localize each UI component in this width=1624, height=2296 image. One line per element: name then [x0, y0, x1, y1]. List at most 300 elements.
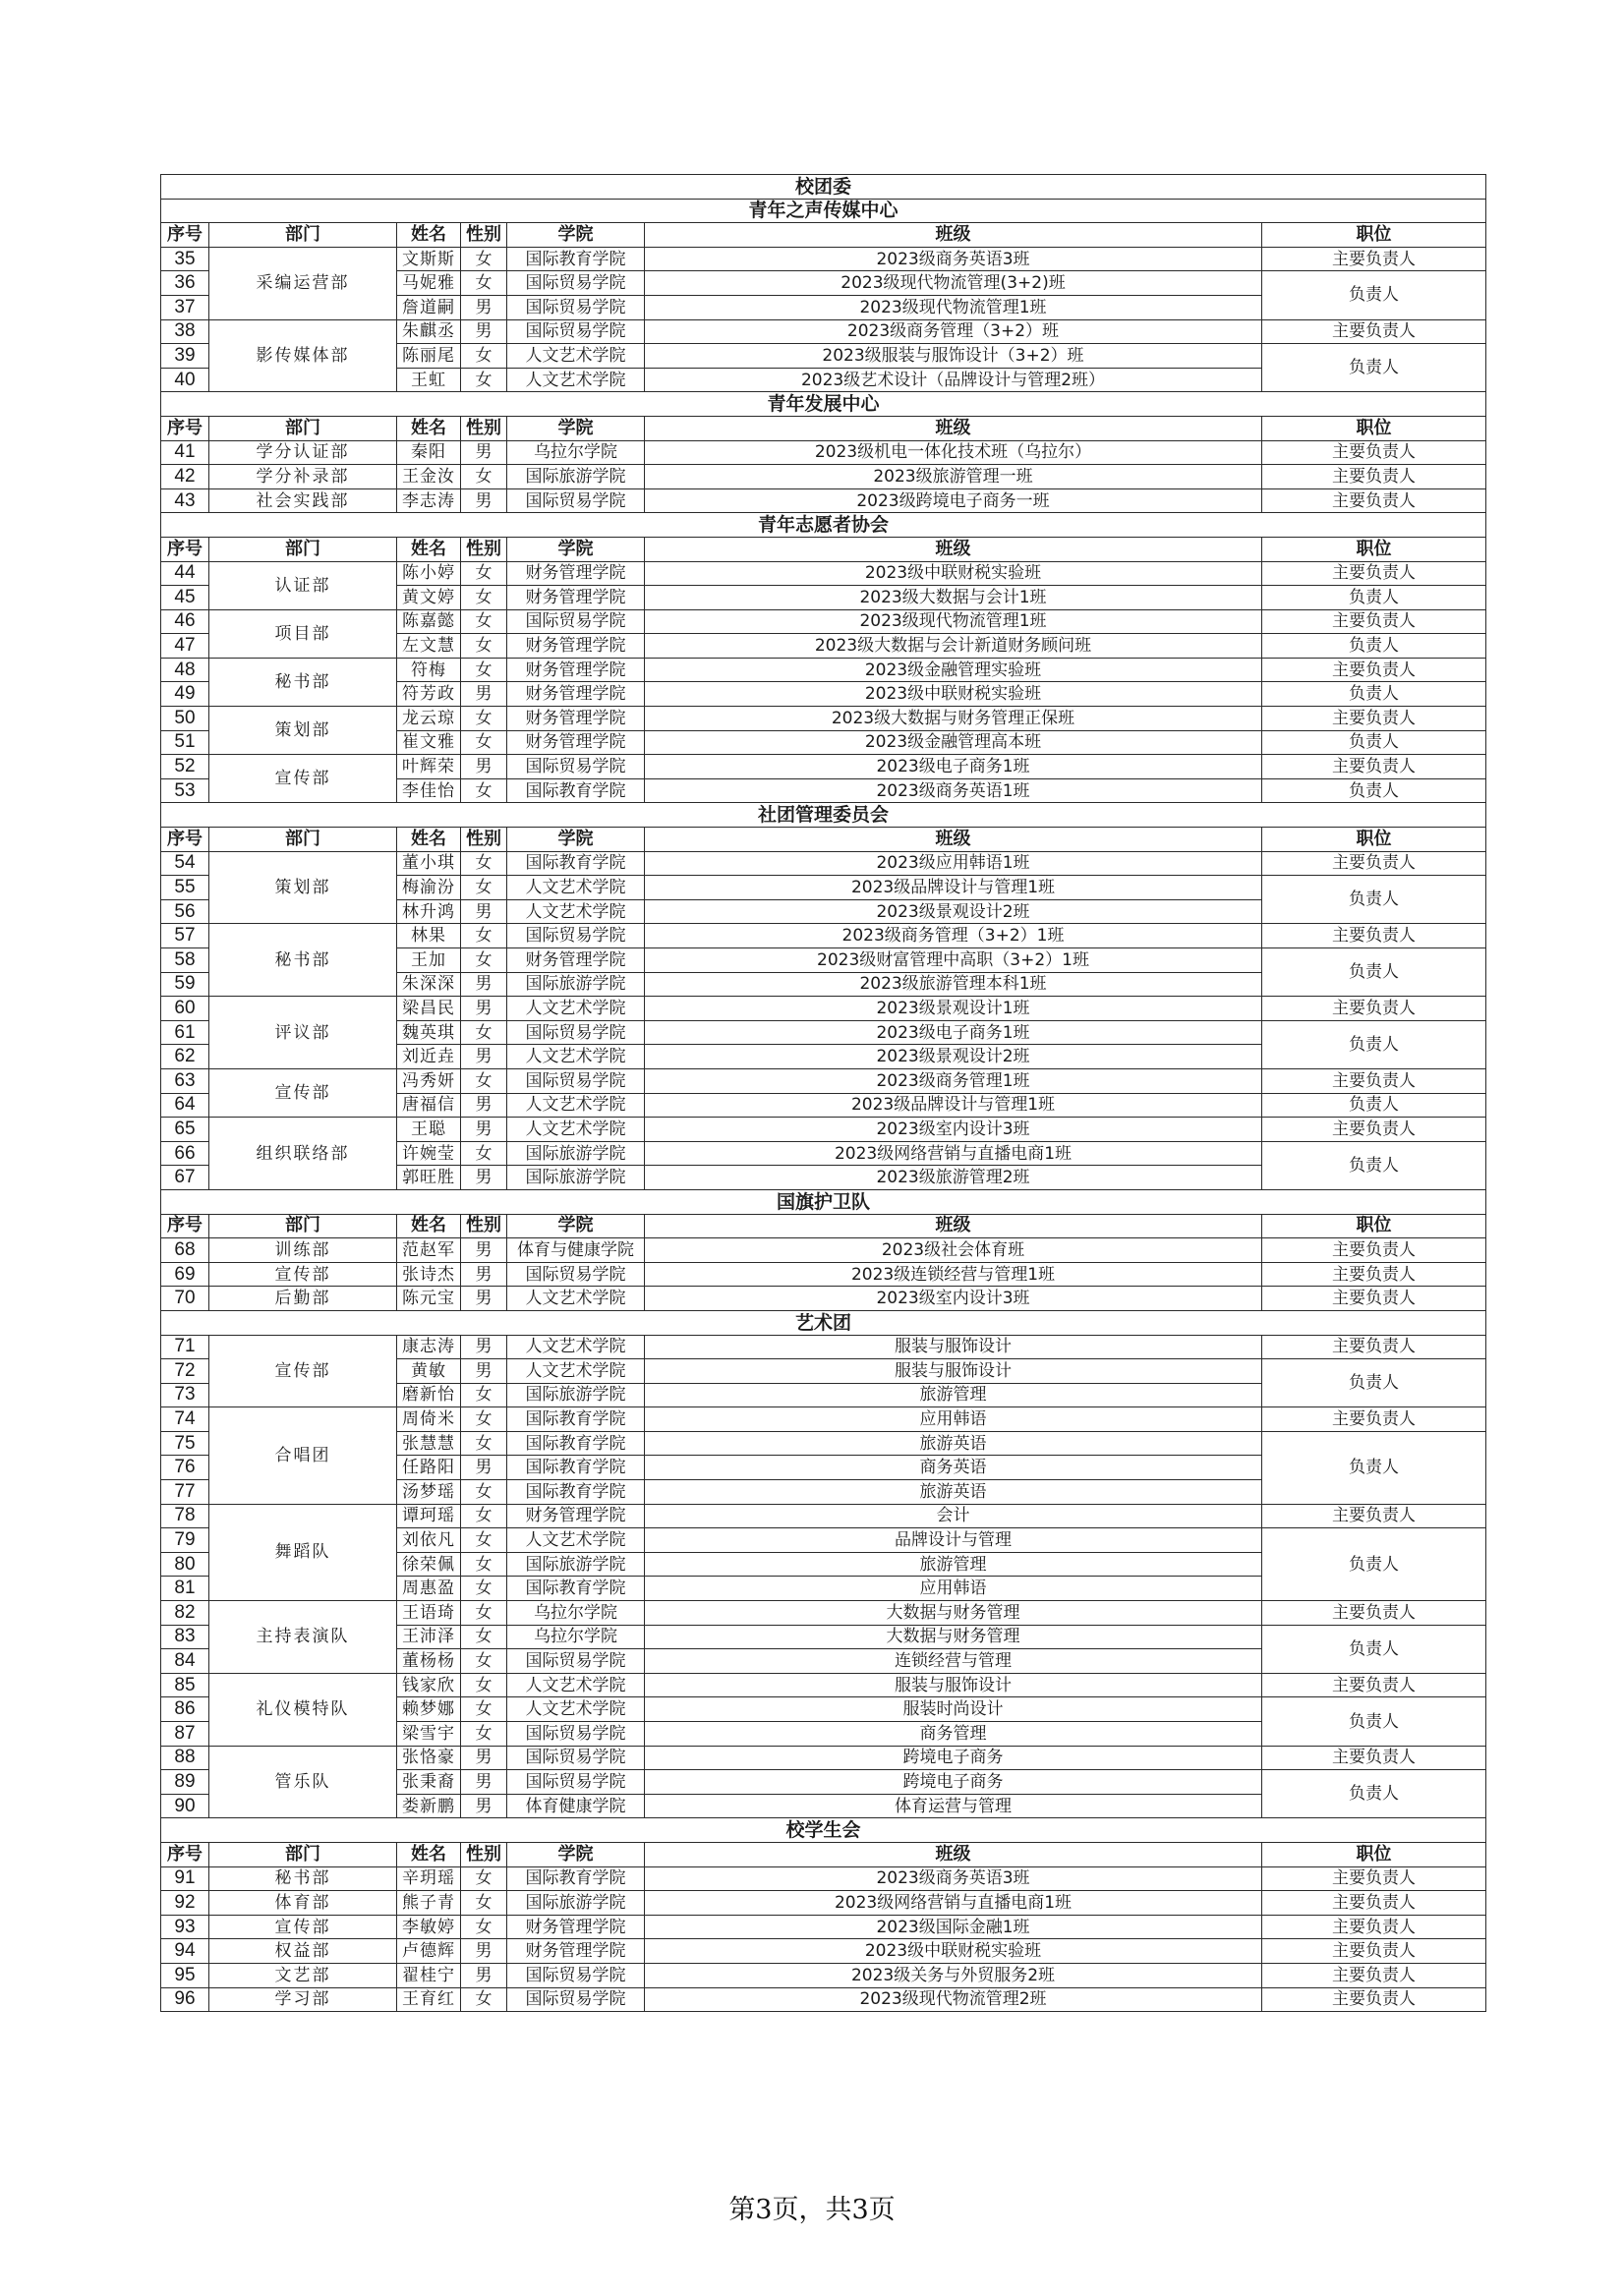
- gender-cell: 女: [461, 344, 507, 369]
- role-cell: 负责人: [1262, 1020, 1486, 1068]
- table-row: [161, 1262, 1486, 1287]
- row-number: 38: [161, 319, 209, 344]
- department-cell: 宣传部: [209, 1262, 397, 1287]
- name-cell: 王金汝: [397, 465, 461, 489]
- name-cell: 康志涛: [397, 1335, 461, 1359]
- department-cell: 组织联络部: [209, 1118, 397, 1190]
- class-cell: 2023级财富管理中高职（3+2）1班: [645, 948, 1262, 973]
- row-number: 95: [161, 1963, 209, 1987]
- gender-cell: 女: [461, 247, 507, 271]
- row-number: 47: [161, 634, 209, 659]
- role-cell: 负责人: [1262, 1093, 1486, 1118]
- role-cell: 负责人: [1262, 778, 1486, 803]
- table-row: [161, 1939, 1486, 1964]
- class-cell: 2023级商务管理1班: [645, 1068, 1262, 1093]
- class-cell: 2023级商务英语3班: [645, 1866, 1262, 1891]
- role-cell: 主要负责人: [1262, 1987, 1486, 2012]
- row-number: 55: [161, 876, 209, 900]
- row-number: 84: [161, 1649, 209, 1674]
- row-number: 63: [161, 1068, 209, 1093]
- row-number: 73: [161, 1383, 209, 1407]
- gender-cell: 男: [461, 1456, 507, 1480]
- row-number: 51: [161, 730, 209, 755]
- role-cell: 主要负责人: [1262, 1915, 1486, 1939]
- name-cell: 林果: [397, 924, 461, 948]
- table-row: [161, 561, 1486, 586]
- column-header-row: [161, 1842, 1486, 1866]
- row-number: 82: [161, 1601, 209, 1626]
- role-cell: 主要负责人: [1262, 755, 1486, 779]
- row-number: 59: [161, 972, 209, 997]
- department-cell: 认证部: [209, 561, 397, 609]
- name-cell: 龙云琼: [397, 707, 461, 731]
- name-cell: 陈元宝: [397, 1287, 461, 1311]
- department-cell: 学习部: [209, 1987, 397, 2012]
- department-cell: 宣传部: [209, 1335, 397, 1407]
- row-number: 60: [161, 997, 209, 1021]
- role-cell: 负责人: [1262, 1431, 1486, 1504]
- department-cell: 体育部: [209, 1891, 397, 1916]
- role-cell: 主要负责人: [1262, 1335, 1486, 1359]
- table-row: [161, 1238, 1486, 1263]
- row-number: 91: [161, 1866, 209, 1891]
- role-cell: 负责人: [1262, 634, 1486, 659]
- college-cell: 乌拉尔学院: [507, 440, 645, 465]
- name-cell: 赖梦娜: [397, 1697, 461, 1722]
- row-number: 64: [161, 1093, 209, 1118]
- class-cell: 2023级关务与外贸服务2班: [645, 1963, 1262, 1987]
- college-cell: 国际贸易学院: [507, 1963, 645, 1987]
- table-row: [161, 924, 1486, 948]
- name-cell: 黄文婷: [397, 586, 461, 610]
- table-row: [161, 1504, 1486, 1528]
- class-cell: 2023级大数据与财务管理正保班: [645, 707, 1262, 731]
- college-cell: 财务管理学院: [507, 1915, 645, 1939]
- row-number: 48: [161, 658, 209, 682]
- role-cell: 主要负责人: [1262, 1287, 1486, 1311]
- column-header: 学院: [507, 828, 645, 852]
- class-cell: 旅游管理: [645, 1383, 1262, 1407]
- role-cell: 负责人: [1262, 1359, 1486, 1407]
- table-row: [161, 658, 1486, 682]
- gender-cell: 女: [461, 1915, 507, 1939]
- role-cell: 主要负责人: [1262, 1504, 1486, 1528]
- college-cell: 财务管理学院: [507, 1939, 645, 1964]
- column-header: 学院: [507, 223, 645, 248]
- department-cell: 学分认证部: [209, 440, 397, 465]
- gender-cell: 女: [461, 924, 507, 948]
- section-title: 国旗护卫队: [161, 1189, 1486, 1214]
- row-number: 72: [161, 1359, 209, 1384]
- gender-cell: 女: [461, 1866, 507, 1891]
- name-cell: 朱深深: [397, 972, 461, 997]
- column-header: 姓名: [397, 223, 461, 248]
- column-header: 部门: [209, 828, 397, 852]
- table-row: [161, 997, 1486, 1021]
- class-cell: 2023级社会体育班: [645, 1238, 1262, 1263]
- role-cell: 负责人: [1262, 876, 1486, 924]
- class-cell: 会计: [645, 1504, 1262, 1528]
- row-number: 96: [161, 1987, 209, 2012]
- college-cell: 体育与健康学院: [507, 1238, 645, 1263]
- college-cell: 国际贸易学院: [507, 1987, 645, 2012]
- gender-cell: 女: [461, 1697, 507, 1722]
- name-cell: 梁雪宇: [397, 1722, 461, 1747]
- class-cell: 2023级服装与服饰设计（3+2）班: [645, 344, 1262, 369]
- name-cell: 王语琦: [397, 1601, 461, 1626]
- name-cell: 梁昌民: [397, 997, 461, 1021]
- table-row: [161, 1335, 1486, 1359]
- gender-cell: 女: [461, 1649, 507, 1674]
- column-header-row: [161, 223, 1486, 248]
- class-cell: 旅游英语: [645, 1480, 1262, 1505]
- college-cell: 国际贸易学院: [507, 755, 645, 779]
- class-cell: 大数据与财务管理: [645, 1625, 1262, 1649]
- table-row: [161, 707, 1486, 731]
- row-number: 50: [161, 707, 209, 731]
- column-header: 班级: [645, 223, 1262, 248]
- role-cell: 负责人: [1262, 1141, 1486, 1189]
- gender-cell: 男: [461, 1238, 507, 1263]
- name-cell: 张恪豪: [397, 1746, 461, 1770]
- section-title: 艺术团: [161, 1310, 1486, 1335]
- department-cell: 宣传部: [209, 1068, 397, 1117]
- column-header: 班级: [645, 537, 1262, 561]
- row-number: 71: [161, 1335, 209, 1359]
- section-title-row: [161, 199, 1486, 223]
- department-cell: 秘书部: [209, 658, 397, 706]
- class-cell: 品牌设计与管理: [645, 1528, 1262, 1553]
- row-number: 53: [161, 778, 209, 803]
- gender-cell: 女: [461, 778, 507, 803]
- column-header: 序号: [161, 537, 209, 561]
- class-cell: 服装时尚设计: [645, 1697, 1262, 1722]
- name-cell: 范赵军: [397, 1238, 461, 1263]
- gender-cell: 女: [461, 1020, 507, 1045]
- role-cell: 主要负责人: [1262, 1407, 1486, 1432]
- college-cell: 国际教育学院: [507, 247, 645, 271]
- college-cell: 国际旅游学院: [507, 1383, 645, 1407]
- row-number: 61: [161, 1020, 209, 1045]
- row-number: 44: [161, 561, 209, 586]
- class-cell: 旅游管理: [645, 1552, 1262, 1577]
- row-number: 83: [161, 1625, 209, 1649]
- column-header: 性别: [461, 1842, 507, 1866]
- row-number: 78: [161, 1504, 209, 1528]
- college-cell: 国际贸易学院: [507, 488, 645, 513]
- row-number: 81: [161, 1577, 209, 1601]
- row-number: 37: [161, 295, 209, 319]
- column-header: 姓名: [397, 416, 461, 440]
- table-row: [161, 465, 1486, 489]
- column-header: 性别: [461, 223, 507, 248]
- row-number: 80: [161, 1552, 209, 1577]
- college-cell: 国际贸易学院: [507, 319, 645, 344]
- role-cell: 主要负责人: [1262, 997, 1486, 1021]
- name-cell: 崔文雅: [397, 730, 461, 755]
- name-cell: 卢德辉: [397, 1939, 461, 1964]
- class-cell: 2023级中联财税实验班: [645, 682, 1262, 707]
- table-title: 校团委: [161, 175, 1486, 200]
- department-cell: 宣传部: [209, 755, 397, 803]
- name-cell: 刘依凡: [397, 1528, 461, 1553]
- row-number: 70: [161, 1287, 209, 1311]
- college-cell: 人文艺术学院: [507, 1359, 645, 1384]
- college-cell: 乌拉尔学院: [507, 1625, 645, 1649]
- role-cell: 负责人: [1262, 948, 1486, 997]
- column-header: 班级: [645, 1214, 1262, 1238]
- role-cell: 主要负责人: [1262, 1939, 1486, 1964]
- role-cell: 主要负责人: [1262, 488, 1486, 513]
- column-header: 班级: [645, 828, 1262, 852]
- college-cell: 人文艺术学院: [507, 876, 645, 900]
- college-cell: 国际贸易学院: [507, 271, 645, 296]
- column-header: 职位: [1262, 223, 1486, 248]
- name-cell: 磨新怡: [397, 1383, 461, 1407]
- class-cell: 2023级电子商务1班: [645, 1020, 1262, 1045]
- class-cell: 2023级商务管理（3+2）1班: [645, 924, 1262, 948]
- name-cell: 辛玥瑶: [397, 1866, 461, 1891]
- gender-cell: 男: [461, 1287, 507, 1311]
- role-cell: 主要负责人: [1262, 319, 1486, 344]
- department-cell: 秘书部: [209, 1866, 397, 1891]
- class-cell: 2023级国际金融1班: [645, 1915, 1262, 1939]
- college-cell: 财务管理学院: [507, 682, 645, 707]
- row-number: 88: [161, 1746, 209, 1770]
- gender-cell: 女: [461, 1504, 507, 1528]
- gender-cell: 男: [461, 1794, 507, 1818]
- column-header: 班级: [645, 1842, 1262, 1866]
- class-cell: 2023级中联财税实验班: [645, 1939, 1262, 1964]
- gender-cell: 男: [461, 1045, 507, 1069]
- section-title-row: [161, 1310, 1486, 1335]
- college-cell: 人文艺术学院: [507, 1045, 645, 1069]
- role-cell: 主要负责人: [1262, 1673, 1486, 1697]
- class-cell: 2023级大数据与会计1班: [645, 586, 1262, 610]
- role-cell: 主要负责人: [1262, 440, 1486, 465]
- class-cell: 2023级景观设计2班: [645, 899, 1262, 924]
- row-number: 86: [161, 1697, 209, 1722]
- gender-cell: 男: [461, 1093, 507, 1118]
- row-number: 75: [161, 1431, 209, 1456]
- role-cell: 主要负责人: [1262, 1118, 1486, 1142]
- name-cell: 熊子青: [397, 1891, 461, 1916]
- section-title: 青年之声传媒中心: [161, 199, 1486, 223]
- role-cell: 主要负责人: [1262, 658, 1486, 682]
- name-cell: 文斯斯: [397, 247, 461, 271]
- table-row: [161, 1601, 1486, 1626]
- name-cell: 李敏婷: [397, 1915, 461, 1939]
- college-cell: 财务管理学院: [507, 658, 645, 682]
- role-cell: 负责人: [1262, 730, 1486, 755]
- gender-cell: 女: [461, 707, 507, 731]
- class-cell: 2023级金融管理高本班: [645, 730, 1262, 755]
- section-title-row: [161, 1189, 1486, 1214]
- college-cell: 人文艺术学院: [507, 1287, 645, 1311]
- department-cell: 影传媒体部: [209, 319, 397, 392]
- column-header: 姓名: [397, 1214, 461, 1238]
- college-cell: 财务管理学院: [507, 948, 645, 973]
- name-cell: 徐荣佩: [397, 1552, 461, 1577]
- college-cell: 国际教育学院: [507, 1480, 645, 1505]
- name-cell: 冯秀妍: [397, 1068, 461, 1093]
- section-title-row: [161, 803, 1486, 828]
- role-cell: 主要负责人: [1262, 609, 1486, 634]
- name-cell: 周惠盈: [397, 1577, 461, 1601]
- college-cell: 国际旅游学院: [507, 1166, 645, 1190]
- name-cell: 朱麒丞: [397, 319, 461, 344]
- row-number: 94: [161, 1939, 209, 1964]
- gender-cell: 女: [461, 271, 507, 296]
- row-number: 45: [161, 586, 209, 610]
- college-cell: 国际旅游学院: [507, 465, 645, 489]
- class-cell: 2023级电子商务1班: [645, 755, 1262, 779]
- class-cell: 体育运营与管理: [645, 1794, 1262, 1818]
- class-cell: 2023级室内设计3班: [645, 1287, 1262, 1311]
- table-row: [161, 1891, 1486, 1916]
- role-cell: 主要负责人: [1262, 851, 1486, 876]
- name-cell: 翟桂宁: [397, 1963, 461, 1987]
- college-cell: 国际旅游学院: [507, 1891, 645, 1916]
- row-number: 93: [161, 1915, 209, 1939]
- row-number: 79: [161, 1528, 209, 1553]
- column-header: 姓名: [397, 828, 461, 852]
- gender-cell: 男: [461, 1166, 507, 1190]
- column-header: 序号: [161, 1214, 209, 1238]
- column-header-row: [161, 1214, 1486, 1238]
- column-header: 职位: [1262, 828, 1486, 852]
- gender-cell: 男: [461, 440, 507, 465]
- college-cell: 国际教育学院: [507, 1456, 645, 1480]
- section-title: 校学生会: [161, 1818, 1486, 1843]
- class-cell: 大数据与财务管理: [645, 1601, 1262, 1626]
- department-cell: 舞蹈队: [209, 1504, 397, 1600]
- name-cell: 许婉莹: [397, 1141, 461, 1166]
- college-cell: 国际贸易学院: [507, 1649, 645, 1674]
- table-row: [161, 1118, 1486, 1142]
- department-cell: 学分补录部: [209, 465, 397, 489]
- college-cell: 国际贸易学院: [507, 924, 645, 948]
- gender-cell: 男: [461, 899, 507, 924]
- role-cell: 主要负责人: [1262, 1238, 1486, 1263]
- class-cell: 2023级网络营销与直播电商1班: [645, 1141, 1262, 1166]
- name-cell: 谭珂瑶: [397, 1504, 461, 1528]
- section-title: 社团管理委员会: [161, 803, 1486, 828]
- name-cell: 钱家欣: [397, 1673, 461, 1697]
- college-cell: 财务管理学院: [507, 1504, 645, 1528]
- name-cell: 王加: [397, 948, 461, 973]
- name-cell: 张诗杰: [397, 1262, 461, 1287]
- department-cell: 后勤部: [209, 1287, 397, 1311]
- gender-cell: 女: [461, 1987, 507, 2012]
- row-number: 36: [161, 271, 209, 296]
- name-cell: 娄新鹏: [397, 1794, 461, 1818]
- table-row: [161, 1407, 1486, 1432]
- gender-cell: 女: [461, 1383, 507, 1407]
- gender-cell: 女: [461, 368, 507, 392]
- college-cell: 财务管理学院: [507, 634, 645, 659]
- table-row: [161, 1287, 1486, 1311]
- class-cell: 2023级连锁经营与管理1班: [645, 1262, 1262, 1287]
- gender-cell: 女: [461, 1407, 507, 1432]
- college-cell: 国际贸易学院: [507, 1746, 645, 1770]
- class-cell: 商务管理: [645, 1722, 1262, 1747]
- gender-cell: 女: [461, 1891, 507, 1916]
- class-cell: 2023级现代物流管理1班: [645, 609, 1262, 634]
- column-header: 部门: [209, 1842, 397, 1866]
- table-row: [161, 1987, 1486, 2012]
- class-cell: 2023级室内设计3班: [645, 1118, 1262, 1142]
- college-cell: 财务管理学院: [507, 707, 645, 731]
- gender-cell: 女: [461, 609, 507, 634]
- college-cell: 国际贸易学院: [507, 1020, 645, 1045]
- row-number: 92: [161, 1891, 209, 1916]
- gender-cell: 男: [461, 295, 507, 319]
- department-cell: 策划部: [209, 707, 397, 755]
- class-cell: 2023级机电一体化技术班（乌拉尔）: [645, 440, 1262, 465]
- gender-cell: 女: [461, 730, 507, 755]
- gender-cell: 女: [461, 1722, 507, 1747]
- name-cell: 王虹: [397, 368, 461, 392]
- gender-cell: 女: [461, 876, 507, 900]
- role-cell: 负责人: [1262, 1697, 1486, 1746]
- role-cell: 负责人: [1262, 271, 1486, 319]
- role-cell: 主要负责人: [1262, 561, 1486, 586]
- section-title-row: [161, 513, 1486, 538]
- college-cell: 人文艺术学院: [507, 1335, 645, 1359]
- department-cell: 礼仪模特队: [209, 1673, 397, 1746]
- department-cell: 文艺部: [209, 1963, 397, 1987]
- college-cell: 人文艺术学院: [507, 899, 645, 924]
- row-number: 67: [161, 1166, 209, 1190]
- college-cell: 国际教育学院: [507, 1577, 645, 1601]
- row-number: 85: [161, 1673, 209, 1697]
- name-cell: 郭旺胜: [397, 1166, 461, 1190]
- column-header: 职位: [1262, 537, 1486, 561]
- class-cell: 2023级网络营销与直播电商1班: [645, 1891, 1262, 1916]
- gender-cell: 男: [461, 682, 507, 707]
- class-cell: 服装与服饰设计: [645, 1673, 1262, 1697]
- column-header: 学院: [507, 416, 645, 440]
- college-cell: 国际旅游学院: [507, 1552, 645, 1577]
- college-cell: 国际教育学院: [507, 851, 645, 876]
- name-cell: 李志涛: [397, 488, 461, 513]
- department-cell: 权益部: [209, 1939, 397, 1964]
- college-cell: 人文艺术学院: [507, 1118, 645, 1142]
- section-title-row: [161, 1818, 1486, 1843]
- column-header-row: [161, 537, 1486, 561]
- column-header: 职位: [1262, 1842, 1486, 1866]
- role-cell: 主要负责人: [1262, 707, 1486, 731]
- role-cell: 负责人: [1262, 1528, 1486, 1601]
- table-row: [161, 1068, 1486, 1093]
- gender-cell: 男: [461, 1335, 507, 1359]
- department-cell: 评议部: [209, 997, 397, 1069]
- row-number: 49: [161, 682, 209, 707]
- college-cell: 乌拉尔学院: [507, 1601, 645, 1626]
- role-cell: 负责人: [1262, 682, 1486, 707]
- gender-cell: 男: [461, 488, 507, 513]
- class-cell: 2023级金融管理实验班: [645, 658, 1262, 682]
- name-cell: 董杨杨: [397, 1649, 461, 1674]
- college-cell: 人文艺术学院: [507, 368, 645, 392]
- page-number: 第3页，共3页: [728, 2195, 896, 2225]
- gender-cell: 男: [461, 1770, 507, 1795]
- class-cell: 服装与服饰设计: [645, 1359, 1262, 1384]
- gender-cell: 女: [461, 1601, 507, 1626]
- role-cell: 主要负责人: [1262, 1746, 1486, 1770]
- row-number: 42: [161, 465, 209, 489]
